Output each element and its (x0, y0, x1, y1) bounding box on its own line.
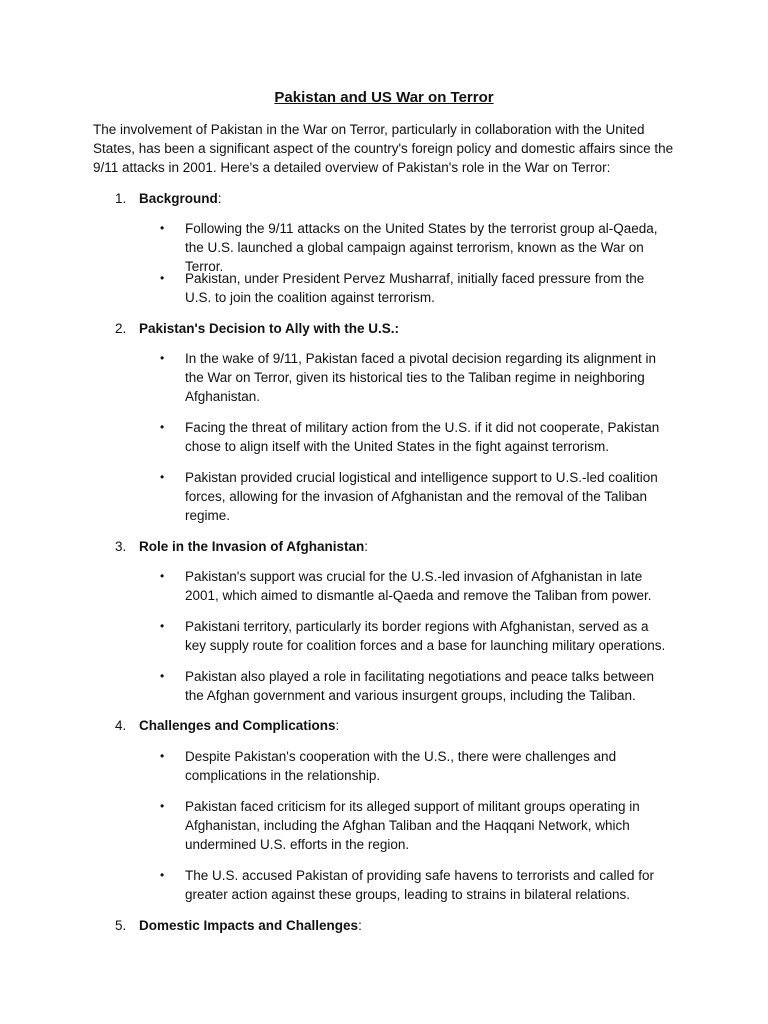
section-title: Role in the Invasion of Afghanistan (139, 539, 365, 554)
bullet-icon: • (160, 569, 165, 583)
list-item (160, 567, 670, 605)
section-suffix: : (358, 918, 362, 933)
list-item (160, 269, 670, 307)
section-title: Domestic Impacts and Challenges (139, 918, 359, 933)
list-item-text: Pakistani territory, particularly its border regions with Afghanistan, served as a key supply route for coalition forces and a base for launching military operations. (185, 619, 666, 653)
list-item (160, 797, 670, 854)
section-2-heading (115, 319, 399, 338)
section-suffix: : (364, 539, 369, 554)
bullet-icon: • (160, 420, 165, 434)
list-item (160, 418, 670, 456)
section-number: 1. (115, 191, 127, 206)
section-title: Challenges and Complications (139, 718, 336, 733)
bullet-icon: • (160, 271, 165, 285)
list-item (160, 617, 670, 655)
section-title: Pakistan's Decision to Ally with the U.S.: (139, 321, 400, 336)
list-item (160, 219, 670, 276)
list-item (160, 667, 670, 705)
bullet-icon: • (160, 470, 165, 484)
list-item (160, 349, 670, 406)
list-item-text: Pakistan faced criticism for its alleged support of militant groups operating in Afghanistan, including the Afghan Taliban and the Haqqani Network, which undermined U.S. efforts in the region. (185, 799, 640, 852)
section-3-heading (115, 537, 368, 556)
list-item-text: Despite Pakistan's cooperation with the U.S., there were challenges and complications in the relationship. (185, 749, 617, 783)
list-item-text: Pakistan's support was crucial for the U.S.-led invasion of Afghanistan in late 2001, which aimed to dismantle al-Qaeda and remove the Taliban from power. (185, 569, 652, 603)
list-item-text: Pakistan also played a role in facilitating negotiations and peace talks between the Afghan government and various insurgent groups, including the Taliban. (185, 669, 655, 703)
list-item-text: Pakistan provided crucial logistical and intelligence support to U.S.-led coalition forces, allowing for the invasion of Afghanistan and the removal of the Taliban regime. (185, 470, 658, 523)
section-4-heading (115, 716, 339, 735)
list-item-text: Pakistan, under President Pervez Musharraf, initially faced pressure from the U.S. to join the coalition against terrorism. (185, 271, 645, 305)
section-suffix: : (217, 191, 222, 206)
section-5-heading (115, 916, 362, 935)
bullet-icon: • (160, 799, 165, 813)
bullet-icon: • (160, 619, 165, 633)
list-item (160, 866, 670, 904)
bullet-icon: • (160, 868, 165, 882)
section-title: Background (139, 191, 218, 206)
bullet-icon: • (160, 749, 165, 763)
list-item (160, 747, 670, 785)
bullet-icon: • (160, 351, 165, 365)
section-number: 2. (115, 321, 127, 336)
section-1-heading (115, 189, 222, 208)
list-item-text: In the wake of 9/11, Pakistan faced a pivotal decision regarding its alignment in the War on Terror, given its historical ties to the Taliban regime in neighboring Afghanistan. (185, 351, 657, 404)
section-number: 4. (115, 718, 127, 733)
bullet-icon: • (160, 669, 165, 683)
page-title: Pakistan and US War on Terror (274, 89, 494, 106)
intro-paragraph: The involvement of Pakistan in the War on Terror, particularly in collaboration with the United States, has been a significant aspect of the country's foreign policy and domestic affairs since the 9/11 attacks in 2001. Here's a detailed overview of Pakistan's role in the War on Terror: (93, 122, 674, 175)
section-suffix: : (335, 718, 340, 733)
list-item-text: Facing the threat of military action from the U.S. if it did not cooperate, Pakistan chose to align itself with the United States in the fight against terrorism. (185, 420, 660, 454)
list-item-text: Following the 9/11 attacks on the United States by the terrorist group al-Qaeda, the U.S. launched a global campaign against terrorism, known as the War on Terror. (185, 221, 658, 274)
list-item-text: The U.S. accused Pakistan of providing safe havens to terrorists and called for greater action against these groups, leading to strains in bilateral relations. (185, 868, 654, 902)
section-number: 5. (115, 918, 127, 933)
section-number: 3. (115, 539, 127, 554)
bullet-icon: • (160, 221, 165, 235)
list-item (160, 468, 670, 525)
